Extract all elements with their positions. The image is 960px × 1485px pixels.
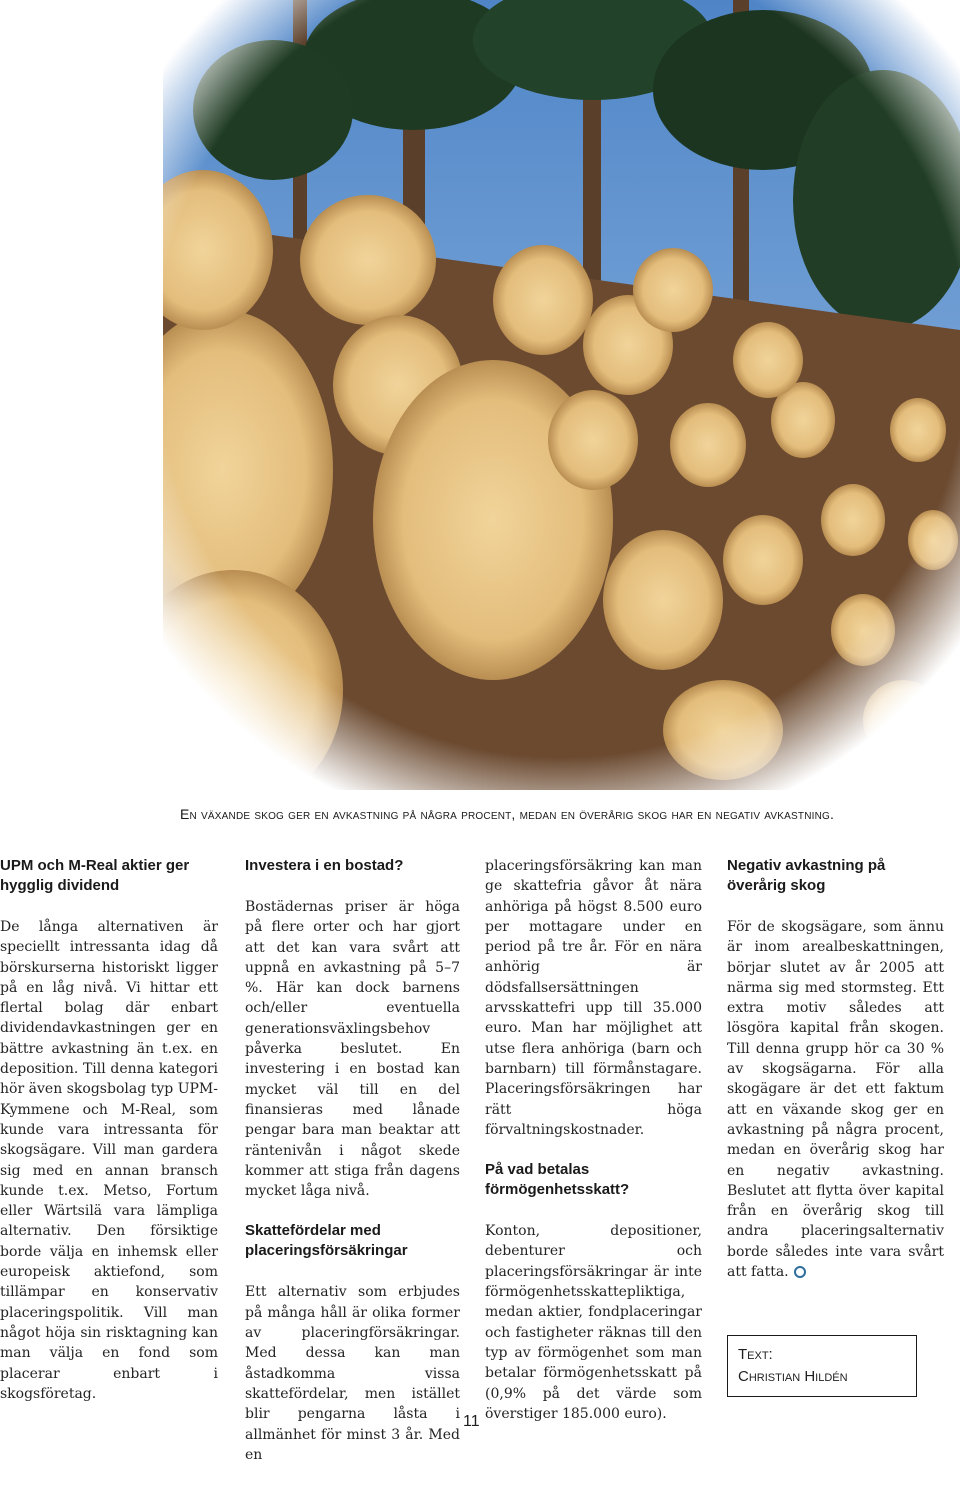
- paragraph-skattefordelar: Ett alternativ som erbjudes på många håll är olika former av placeringförsäkringar. Med dessa kan man åstadkomma vissa skattefördelar, men istället blir pengarna låsta i allmänhet för minst 3 år. Med en: [245, 1284, 460, 1463]
- paragraph-formogenhetsskatt: Konton, depositioner, debenturer och placeringsförsäkringar är inte förmögenhetsskattepliktiga, medan aktier, fondplaceringar och fastigheter räknas till den typ av förmögenhet som man betalar förmögenhetsskatt på (0,9% på det värde som överstiger 185.000 euro).: [485, 1223, 702, 1422]
- article-column-1: [0, 856, 218, 1424]
- photo-caption: En växande skog ger en avkastning på några procent, medan en överårig skog har en negativ avkastning.: [180, 806, 835, 822]
- page-number: 11: [463, 1413, 480, 1430]
- author-credit-box: [727, 1335, 917, 1397]
- article-column-4: [727, 856, 944, 1302]
- paragraph-placeringsforsakring: placeringsförsäkring kan man ge skattefria gåvor åt nära anhöriga på högst 8.500 euro per mottagare under en period på tre år. För en nära anhörig är dödsfallsersättningen arvsskattefri upp till 35.000 euro. Man har möjlighet att utse flera anhöriga (barn och barnbarn) till förmånstagare. Placeringsförsäkringen har rätt höga förvaltningskostnader.: [485, 858, 702, 1138]
- timber-logs-illustration: [163, 0, 960, 790]
- credit-author: Christian Hildén: [738, 1368, 848, 1385]
- section-heading-negativ-avkastning: Negativ avkastning på överårig skog: [727, 857, 886, 894]
- section-heading-bostad: Investera i en bostad?: [245, 857, 404, 874]
- article-column-3: [485, 856, 702, 1444]
- section-heading-skattefordelar: Skattefördelar med placeringsförsäkringar: [245, 1222, 408, 1260]
- timber-logs-photo: [163, 0, 960, 790]
- end-of-article-icon: [794, 1266, 806, 1278]
- section-heading-formogenhetsskatt: På vad betalas förmögenhetsskatt?: [485, 1161, 630, 1199]
- credit-label: Text:: [738, 1346, 773, 1363]
- paragraph-negativ-avkastning: För de skogsägare, som ännu är inom arealbeskattningen, börjar slutet av år 2005 att närma sig med stormsteg. Ett extra motiv således att lösgöra kapital från skogen. Till denna grupp hör ca 30 % av skogsägarna. För alla skogägare är det ett faktum att en växande skog ger en avkastning på några procent, medan en överårig skog har en negativ avkastning. Beslutet att flytta över kapital från en överårig skog till andra placeringsalternativ borde således inte vara svårt att fatta.: [727, 919, 944, 1281]
- paragraph-bostad: Bostädernas priser är höga på flere orter och har gjort att det kan vara svårt att uppnå en avkastning på 5–7 %. Här kan dock barnens och/eller eventuella generationsväxlingsbehov påverka beslutet. En investering i en bostad kan mycket väl till en del finansieras med lånade pengar bara man beaktar att räntenivån i något skede kommer att stiga från dagens mycket låga nivå.: [245, 899, 460, 1200]
- section-heading-dividend: UPM och M-Real aktier ger hygglig dividend: [0, 857, 190, 894]
- paragraph-dividend: De långa alternativen är speciellt intressanta idag då börskurserna historiskt ligger på en låg nivå. Vi hittar ett flertal bolag där enbart dividendavkastningen ger en bättre avkastning än t.ex. en deposition. Till denna kategori hör även skogsbolag typ UPM-Kymmene och M-Real, som kunde vara intressanta för skogsägare. Vill man gardera sig med en annan bransch kunde t.ex. Metso, Fortum eller Wärtsilä vara lämpliga alternativ. Den försiktige borde välja en inhemsk eller europeisk aktiefond, som tillämpar en konservativ placeringspolitik. Vill man något höja sin risktagning kan man välja en fond som placerar enbart i skogsföretag.: [0, 919, 218, 1402]
- article-column-2: [245, 856, 460, 1485]
